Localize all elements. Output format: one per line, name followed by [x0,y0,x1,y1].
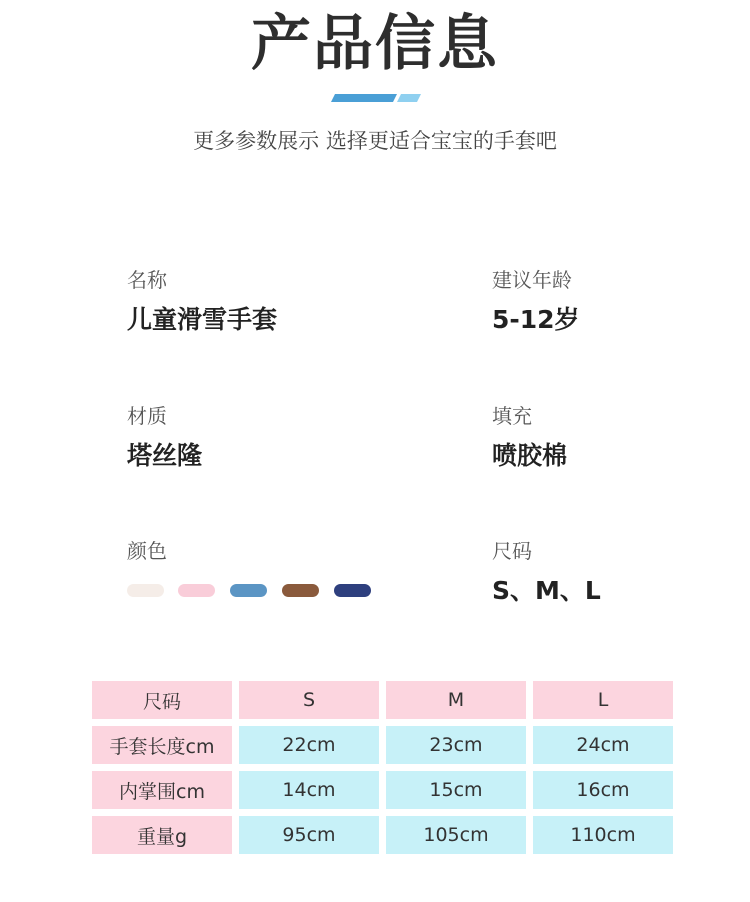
table-cell: 110cm [533,816,673,854]
deco-bar-light [397,94,421,102]
table-header-cell: L [533,681,673,719]
filling-label: 填充 [492,404,532,428]
size-table [85,674,680,861]
material-value: 塔丝隆 [127,441,203,470]
table-cell: 14cm [239,771,379,809]
table-row-header: 内掌围cm [92,771,232,809]
title-decoration [331,94,421,102]
table-header-row [92,681,673,719]
table-cell: 22cm [239,726,379,764]
subtitle: 更多参数展示 选择更适合宝宝的手套吧 [193,129,557,153]
table-row-header: 手套长度cm [92,726,232,764]
table-cell: 23cm [386,726,526,764]
age-value: 5-12岁 [492,305,580,334]
material-label: 材质 [127,404,167,428]
page-title: 产品信息 [251,9,499,79]
name-value: 儿童滑雪手套 [127,305,278,334]
color-swatch-blue[interactable] [230,584,267,597]
table-row [92,816,673,854]
deco-bar-dark [331,94,397,102]
table-header-cell: M [386,681,526,719]
filling-value: 喷胶棉 [492,441,568,470]
table-cell: 24cm [533,726,673,764]
color-swatch-brown[interactable] [282,584,319,597]
color-swatch-navy[interactable] [334,584,371,597]
color-label: 颜色 [127,539,167,563]
color-swatch-pink[interactable] [178,584,215,597]
name-label: 名称 [127,268,167,292]
table-cell: 16cm [533,771,673,809]
size-label: 尺码 [492,539,532,563]
table-header-cell: 尺码 [92,681,232,719]
table-row [92,726,673,764]
table-row [92,771,673,809]
size-value: S、M、L [492,576,601,605]
table-cell: 15cm [386,771,526,809]
color-swatch-cream[interactable] [127,584,164,597]
table-cell: 105cm [386,816,526,854]
table-cell: 95cm [239,816,379,854]
age-label: 建议年龄 [492,268,572,292]
table-row-header: 重量g [92,816,232,854]
table-header-cell: S [239,681,379,719]
